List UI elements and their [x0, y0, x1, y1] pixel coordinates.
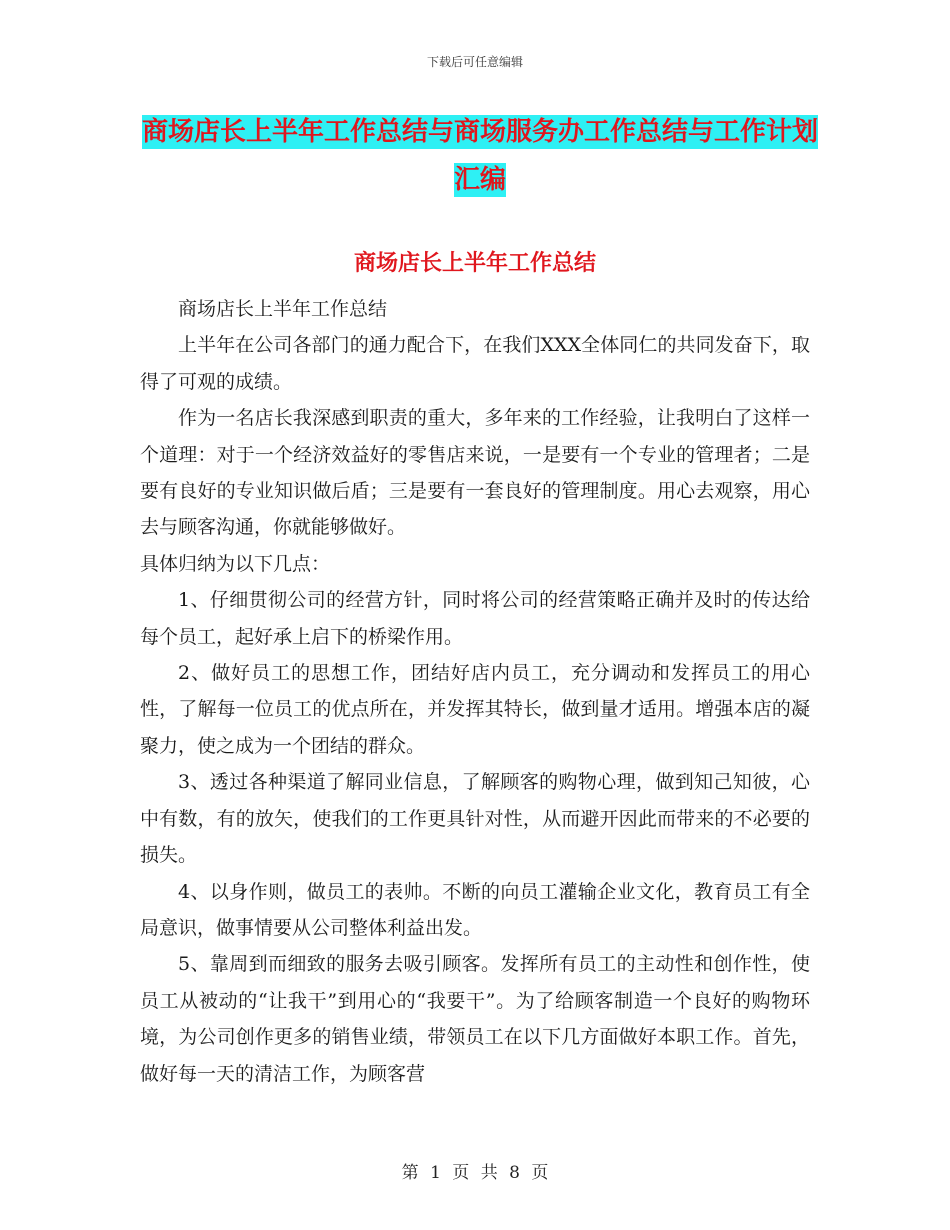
section-title: 商场店长上半年工作总结 [353, 251, 596, 276]
page-footer: 第 1 页 共 8 页 [401, 1163, 549, 1183]
paragraph: 商场店长上半年工作总结 [178, 298, 388, 320]
paragraph: 5、靠周到而细致的服务去吸引顾客。发挥所有员工的主动性和创作性，使员工从被动的“让我干”到用心的“我要干”。为了给顾客制造一个良好的购物环境，为公司创作更多的销售业绩，带领员工在以下几方面做好本职工作。首先，做好每一天的清洁工作，为顾客营 [140, 953, 810, 1085]
document-title-text: 商场店长上半年工作总结与商场服务办工作总结与工作计划汇编 [141, 117, 818, 195]
document-title [140, 108, 820, 204]
paragraph: 3、透过各种渠道了解同业信息，了解顾客的购物心理，做到知己知彼，心中有数，有的放矢，使我们的工作更具针对性，从而避开因此而带来的不必要的损失。 [140, 771, 810, 867]
paragraph: 上半年在公司各部门的通力配合下，在我们XXX全体同仁的共同发奋下，取得了可观的成绩。 [140, 334, 810, 393]
paragraph: 具体归纳为以下几点： [140, 552, 331, 575]
paragraph: 4、以身作则，做员工的表帅。不断的向员工灌输企业文化，教育员工有全局意识，做事情要从公司整体利益出发。 [140, 880, 810, 939]
body-content [140, 291, 810, 1092]
paragraph: 1、仔细贯彻公司的经营方针，同时将公司的经营策略正确并及时的传达给每个员工，起好承上启下的桥梁作用。 [140, 589, 810, 648]
paragraph: 2、做好员工的思想工作，团结好店内员工，充分调动和发挥员工的用心性，了解每一位员工的优点所在，并发挥其特长，做到量才适用。增强本店的凝聚力，使之成为一个团结的群众。 [140, 662, 810, 757]
header-note: 下载后可任意编辑 [426, 55, 523, 69]
paragraph: 作为一名店长我深感到职责的重大，多年来的工作经验，让我明白了这样一个道理：对于一个经济效益好的零售店来说，一是要有一个专业的管理者；二是要有良好的专业知识做后盾；三是要有一套良好的管理制度。用心去观察，用心去与顾客沟通，你就能够做好。 [140, 407, 810, 539]
